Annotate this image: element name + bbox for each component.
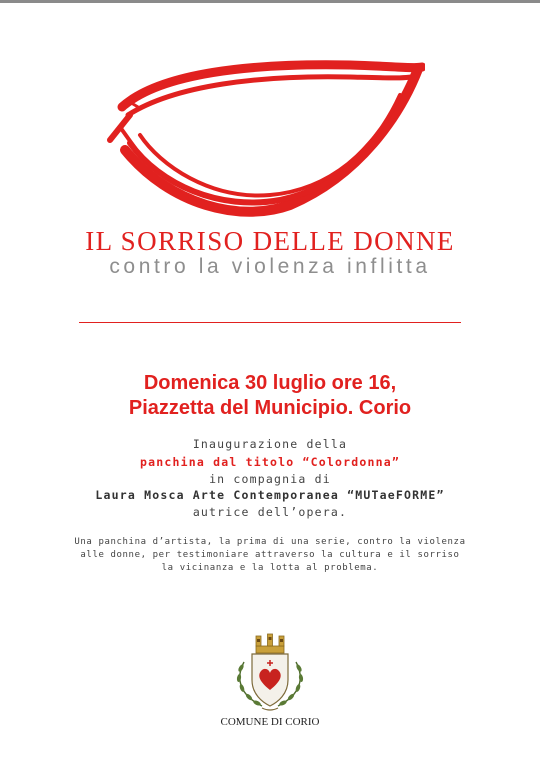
event-location: Piazzetta del Municipio. Corio	[128, 397, 412, 419]
top-border-line	[0, 0, 540, 3]
details-line-artist: Laura Mosca Arte Contemporanea “MUTaeFORME”	[95, 488, 445, 502]
municipality-name: COMUNE DI CORIO	[220, 716, 320, 728]
municipal-coat-of-arms-icon	[232, 632, 308, 714]
details-line-bench-title: panchina dal titolo “Colordonna”	[140, 455, 400, 469]
details-line-inauguration: Inaugurazione della	[192, 437, 348, 451]
section-divider	[79, 322, 461, 323]
description-line-3: la vicinanza e la lotta al problema.	[161, 563, 379, 573]
page-subtitle: contro la violenza inflitta	[109, 255, 431, 278]
details-line-author: autrice dell’opera.	[192, 505, 348, 519]
page-title: IL SORRISO DELLE DONNE	[85, 226, 455, 256]
description-line-1: Una panchina d’artista, la prima di una serie, contro la violenza	[74, 537, 466, 547]
description-line-2: alle donne, per testimoniare attraverso la cultura e il sorriso	[80, 550, 460, 560]
details-line-company: in compagnia di	[209, 472, 331, 486]
smile-brushstroke-icon	[100, 55, 425, 220]
event-date-time: Domenica 30 luglio ore 16,	[143, 372, 397, 394]
